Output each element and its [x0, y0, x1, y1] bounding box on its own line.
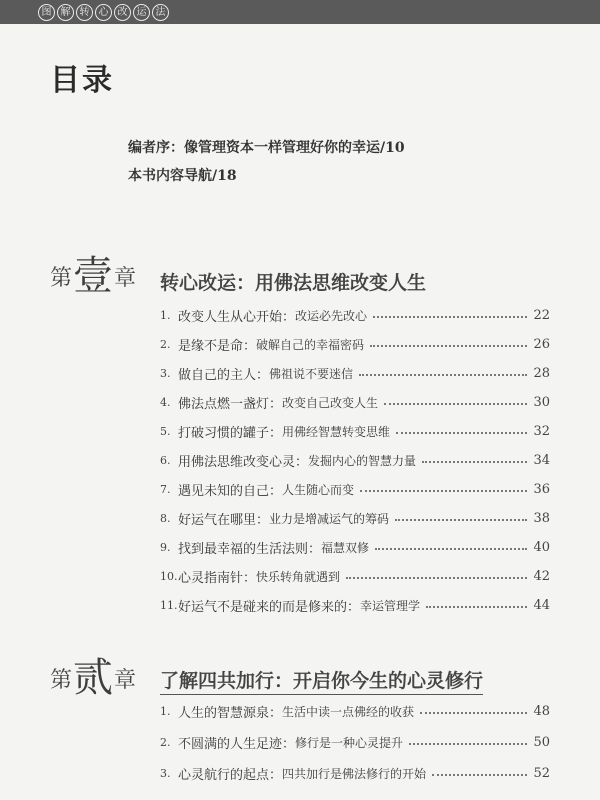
header-char: 心	[95, 4, 112, 21]
leader-dots	[384, 403, 527, 405]
header-char: 图	[38, 4, 55, 21]
entry-title: 打破习惯的罐子：	[178, 425, 283, 441]
chapter-1-label	[50, 253, 137, 299]
entry-title: 心灵航行的起点：	[178, 767, 283, 783]
chapter-2-heading[interactable]: 了解四共加行：开启你今生的心灵修行	[160, 666, 483, 695]
page-number: 36	[533, 481, 550, 497]
entry-title: 用佛法思维改变心灵：	[178, 454, 309, 470]
entry-number: 9.	[160, 540, 171, 554]
page-number: 34	[533, 452, 550, 468]
toc-entry[interactable]	[160, 304, 550, 326]
entry-number: 1.	[160, 308, 171, 322]
entry-subtitle: 四共加行是佛法修行的开始	[282, 766, 427, 781]
page-number: 32	[533, 423, 550, 439]
entry-number: 7.	[160, 482, 171, 496]
header-char: 法	[152, 4, 169, 21]
page-number: 22	[533, 307, 550, 323]
entry-title: 做自己的主人：	[178, 367, 270, 383]
entry-subtitle: 业力是增减运气的筹码	[269, 511, 390, 526]
toc-entry[interactable]	[160, 762, 550, 784]
page-title: 目录	[50, 63, 114, 98]
entry-subtitle: 发掘内心的智慧力量	[308, 453, 417, 468]
header-char: 解	[57, 4, 74, 21]
toc-entry[interactable]	[160, 478, 550, 500]
entry-subtitle: 用佛经智慧转变思维	[282, 424, 391, 439]
chapter-2-label	[50, 655, 137, 701]
toc-entry[interactable]	[160, 449, 550, 471]
toc-entry[interactable]	[160, 507, 550, 529]
entry-subtitle: 快乐转角就遇到	[256, 569, 341, 584]
leader-dots	[370, 345, 527, 347]
entry-title: 好运气在哪里：	[178, 512, 270, 528]
entry-title: 好运气不是碰来的而是修来的：	[178, 599, 361, 615]
page-number: 44	[533, 597, 550, 613]
entry-subtitle: 佛祖说不要迷信	[269, 366, 354, 381]
entry-subtitle: 破解自己的幸福密码	[256, 337, 365, 352]
header-char: 改	[114, 4, 131, 21]
entry-title: 心灵指南针：	[178, 570, 257, 586]
entry-number: 4.	[160, 395, 171, 409]
toc-entry[interactable]	[160, 731, 550, 753]
leader-dots	[420, 712, 527, 714]
page-number: 26	[533, 336, 550, 352]
entry-title: 人生的智慧源泉：	[178, 705, 283, 721]
entry-number: 2.	[160, 735, 171, 749]
entry-number: 10.	[160, 569, 178, 583]
chapter-suffix: 章	[114, 265, 137, 291]
leader-dots	[359, 374, 527, 376]
page-number: 52	[533, 765, 550, 781]
chapter-1-heading[interactable]: 转心改运：用佛法思维改变人生	[160, 272, 427, 294]
book-series-title	[38, 4, 169, 21]
entry-title: 改变人生从心开始：	[178, 309, 296, 325]
entry-title: 佛法点燃一盏灯：	[178, 396, 283, 412]
leader-dots	[409, 743, 527, 745]
entry-number: 3.	[160, 366, 171, 380]
leader-dots	[426, 606, 527, 608]
entry-number: 3.	[160, 766, 171, 780]
entry-title: 找到最幸福的生活法则：	[178, 541, 322, 557]
leader-dots	[373, 316, 527, 318]
toc-entry[interactable]	[160, 391, 550, 413]
toc-entry[interactable]	[160, 565, 550, 587]
entry-number: 5.	[160, 424, 171, 438]
entry-subtitle: 改变自己改变人生	[282, 395, 379, 410]
entry-number: 1.	[160, 704, 171, 718]
page-number: 42	[533, 568, 550, 584]
book-guide-link[interactable]: 本书内容导航/18	[128, 168, 237, 184]
page-number: 28	[533, 365, 550, 381]
toc-entry[interactable]	[160, 420, 550, 442]
chapter-prefix: 第	[50, 667, 73, 693]
leader-dots	[396, 432, 527, 434]
header-bar	[0, 0, 600, 24]
entry-title: 遇见未知的自己：	[178, 483, 283, 499]
chapter-prefix: 第	[50, 265, 73, 291]
page-number: 30	[533, 394, 550, 410]
leader-dots	[432, 774, 527, 776]
entry-subtitle: 福慧双修	[321, 540, 370, 555]
entry-number: 2.	[160, 337, 171, 351]
preface-link[interactable]: 编者序：像管理资本一样管理好你的幸运/10	[128, 140, 405, 156]
leader-dots	[360, 490, 527, 492]
toc-entry[interactable]	[160, 333, 550, 355]
entry-subtitle: 幸运管理学	[360, 598, 421, 613]
toc-entry[interactable]	[160, 362, 550, 384]
page-number: 38	[533, 510, 550, 526]
entry-title: 不圆满的人生足迹：	[178, 736, 296, 752]
page-number: 48	[533, 703, 550, 719]
chapter-suffix: 章	[114, 667, 137, 693]
leader-dots	[395, 519, 527, 521]
toc-entry[interactable]	[160, 594, 550, 616]
toc-entry[interactable]	[160, 536, 550, 558]
leader-dots	[346, 577, 527, 579]
entry-subtitle: 改运必先改心	[295, 308, 368, 323]
entry-title: 是缘不是命：	[178, 338, 257, 354]
toc-entry[interactable]	[160, 700, 550, 722]
entry-subtitle: 修行是一种心灵提升	[295, 735, 404, 750]
page-number: 50	[533, 734, 550, 750]
page-number: 40	[533, 539, 550, 555]
entry-subtitle: 人生随心而变	[282, 482, 355, 497]
leader-dots	[422, 461, 527, 463]
header-char: 运	[133, 4, 150, 21]
chapter-numeral: 贰	[73, 655, 114, 701]
chapter-numeral: 壹	[73, 253, 114, 299]
leader-dots	[375, 548, 527, 550]
entry-number: 11.	[160, 598, 178, 612]
entry-subtitle: 生活中读一点佛经的收获	[282, 704, 415, 719]
header-char: 转	[76, 4, 93, 21]
entry-number: 6.	[160, 453, 171, 467]
entry-number: 8.	[160, 511, 171, 525]
